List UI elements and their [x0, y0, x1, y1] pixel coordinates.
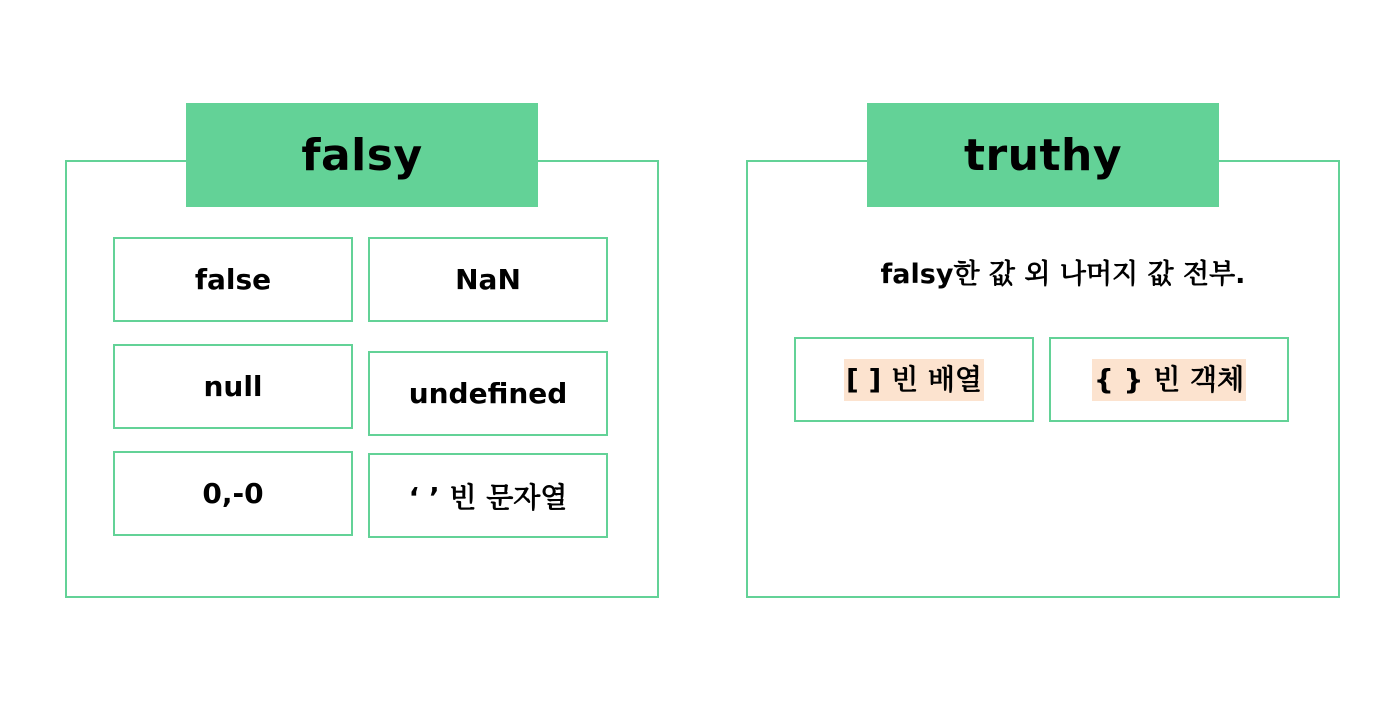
truthy-item-empty-array — [794, 337, 1034, 422]
truthy-description: falsy한 값 외 나머지 값 전부. — [880, 259, 1246, 290]
truthy-item-empty-object — [1049, 337, 1289, 422]
falsy-item-undefined: undefined — [368, 351, 608, 436]
falsy-header: falsy — [186, 103, 538, 207]
falsy-item-nan: NaN — [368, 237, 608, 322]
falsy-item-false: false — [113, 237, 353, 322]
falsy-item-null: null — [113, 344, 353, 429]
falsy-item-zero: 0,-0 — [113, 451, 353, 536]
falsy-item-empty-string: ‘ ’ 빈 문자열 — [368, 453, 608, 538]
truthy-header: truthy — [867, 103, 1219, 207]
truthy-item-empty-object-label: { } 빈 객체 — [1092, 359, 1246, 401]
truthy-item-empty-array-label: [ ] 빈 배열 — [844, 359, 984, 401]
